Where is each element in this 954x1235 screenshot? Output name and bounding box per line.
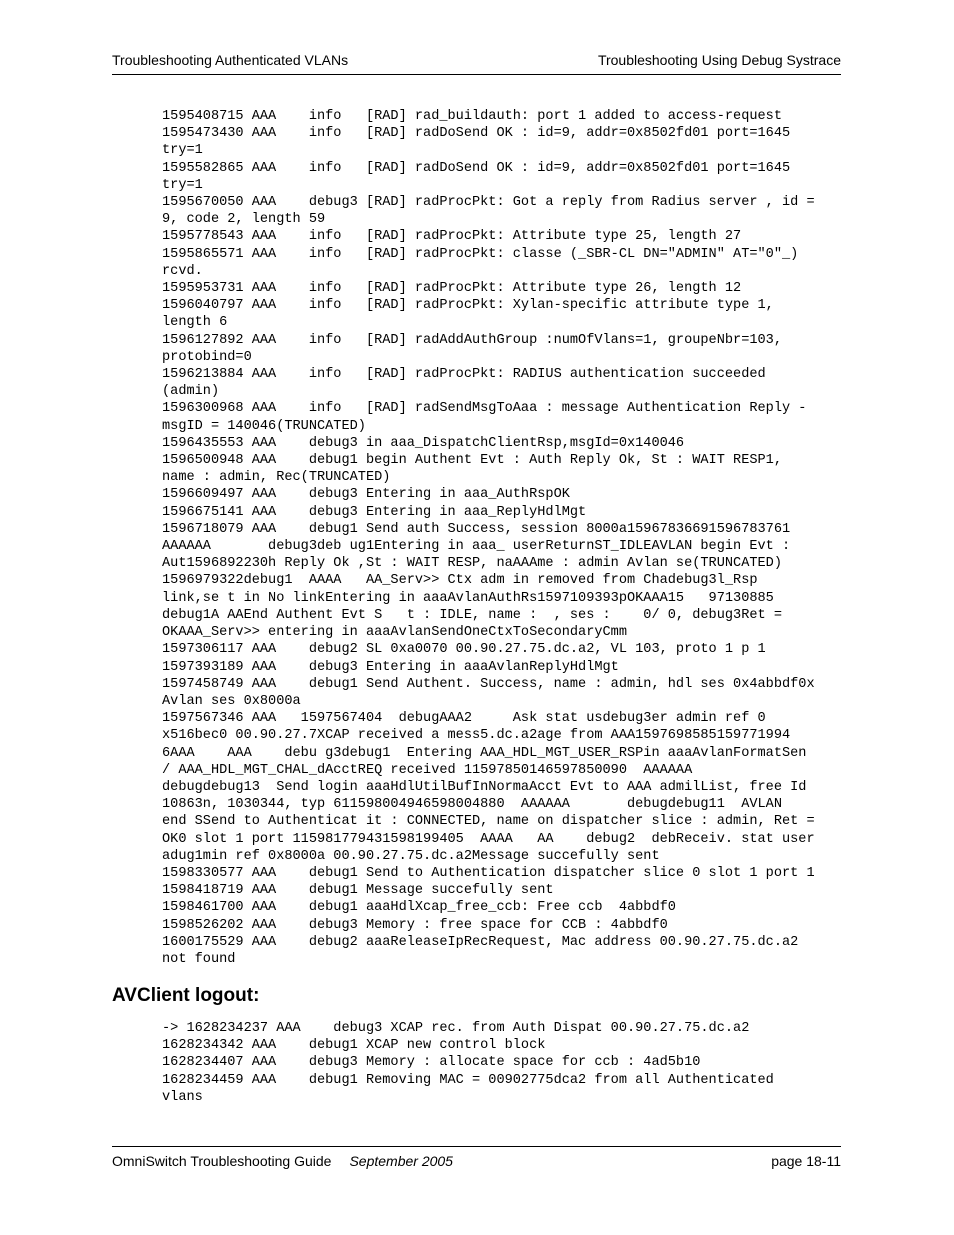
log-line: 1596979322debug1 AAAA AA_Serv>> Ctx adm in removed from Chadebug3l_Rsp [162, 573, 758, 589]
log-line: try=1 [162, 143, 203, 159]
log-line: 1600175529 AAA debug2 aaaReleaseIpRecRequest, Mac address 00.90.27.75.dc.a2 [162, 934, 799, 950]
log-line: adug1min ref 0x8000a 00.90.27.75.dc.a2Message succefully sent [162, 848, 660, 864]
log-line: 1597458749 AAA debug1 Send Authent. Success, name : admin, hdl ses 0x4abbdf0x [162, 676, 815, 692]
logout-log-line: 1628234342 AAA debug1 XCAP new control block [162, 1038, 546, 1054]
log-line: name : admin, Rec(TRUNCATED) [162, 470, 391, 486]
log-line: 1598526202 AAA debug3 Memory : free space for CCB : 4abbdf0 [162, 917, 668, 933]
footer-page-number: page 18-11 [771, 1153, 841, 1169]
logout-log-line: 1628234407 AAA debug3 Memory : allocate space for ccb : 4ad5b10 [162, 1055, 701, 1071]
log-line: 1597393189 AAA debug3 Entering in aaaAvlanReplyHdlMgt [162, 659, 619, 675]
header-section-title: Troubleshooting Using Debug Systrace [597, 52, 841, 68]
log-line: 6AAA AAA debu g3debug1 Entering AAA_HDL_MGT_USER_RSPin aaaAvlanFormatSen [162, 745, 807, 761]
log-line: link,se t in No linkEntering in aaaAvlanAuthRs1597109393pOKAAA15 97130885 [162, 590, 774, 606]
log-line: try=1 [162, 177, 203, 193]
log-line: debugdebug13 Send login aaaHdlUtilBufInNormaAcct Evt to AAA admilList, free Id [162, 779, 807, 795]
log-line: 1595778543 AAA info [RAD] radProcPkt: Attribute type 25, length 27 [162, 229, 742, 245]
log-line: 1596213884 AAA info [RAD] radProcPkt: RADIUS authentication succeeded [162, 367, 766, 383]
logout-log-listing [162, 1020, 842, 1106]
log-line: / AAA_HDL_MGT_CHAL_dAcctREQ received 11597850146597850090 AAAAAA [162, 762, 693, 778]
log-line: Avlan ses 0x8000a [162, 693, 301, 709]
log-line: Aut1596892230h Reply Ok ,St : WAIT RESP, naAAAme : admin Avlan se(TRUNCATED) [162, 556, 782, 572]
log-line: rcvd. [162, 263, 203, 279]
footer-date: September 2005 [349, 1153, 453, 1169]
debug-log-listing [162, 108, 842, 968]
log-line: 1596609497 AAA debug3 Entering in aaa_AuthRspOK [162, 487, 570, 503]
log-line: 9, code 2, length 59 [162, 212, 326, 228]
log-line: OKAAA_Serv>> entering in aaaAvlanSendOneCtxToSecondaryCmm [162, 625, 627, 641]
log-line: 1596040797 AAA info [RAD] radProcPkt: Xylan-specific attribute type 1, [162, 298, 774, 314]
log-line: 1595953731 AAA info [RAD] radProcPkt: Attribute type 26, length 12 [162, 281, 742, 297]
log-line: not found [162, 951, 236, 967]
log-line: 1596300968 AAA info [RAD] radSendMsgToAaa : message Authentication Reply - [162, 401, 807, 417]
log-line: msgID = 140046(TRUNCATED) [162, 418, 366, 434]
log-line: protobind=0 [162, 349, 252, 365]
log-line: 1597567346 AAA 1597567404 debugAAA2 Ask stat usdebug3er admin ref 0 [162, 711, 766, 727]
page-footer [112, 1146, 841, 1177]
log-line: 1598418719 AAA debug1 Message succefully sent [162, 883, 554, 899]
log-line: 1596675141 AAA debug3 Entering in aaa_ReplyHdlMgt [162, 504, 587, 520]
logout-log-line: 1628234459 AAA debug1 Removing MAC = 00902775dca2 from all Authenticated [162, 1072, 774, 1088]
log-line: 10863n, 1030344, typ 611598004946598004880 AAAAAA debugdebug11 AVLAN [162, 797, 782, 813]
header-chapter-title: Troubleshooting Authenticated VLANs [112, 52, 349, 68]
log-line: 1596718079 AAA debug1 Send auth Success, session 8000a15967836691596783761 [162, 521, 791, 537]
log-line: 1595473430 AAA info [RAD] radDoSend OK : id=9, addr=0x8502fd01 port=1645 [162, 126, 791, 142]
logout-log-line: -> 1628234237 AAA debug3 XCAP rec. from Auth Dispat 00.90.27.75.dc.a2 [162, 1021, 750, 1036]
log-line: 1598330577 AAA debug1 Send to Authentication dispatcher slice 0 slot 1 port 1 [162, 865, 815, 881]
log-line: 1596435553 AAA debug3 in aaa_DispatchClientRsp,msgId=0x140046 [162, 435, 685, 451]
log-line: 1597306117 AAA debug2 SL 0xa0070 00.90.27.75.dc.a2, VL 103, proto 1 p 1 [162, 642, 766, 658]
log-line: AAAAAA debug3deb ug1Entering in aaa_ userReturnST_IDLEAVLAN begin Evt : [162, 539, 791, 555]
log-line: 1598461700 AAA debug1 aaaHdlXcap_free_ccb: Free ccb 4abbdf0 [162, 900, 676, 916]
log-line: 1595670050 AAA debug3 [RAD] radProcPkt: Got a reply from Radius server , id = [162, 195, 815, 211]
log-line: debug1A AAEnd Authent Evt S t : IDLE, name : , ses : 0/ 0, debug3Ret = [162, 607, 782, 623]
page-header [112, 50, 841, 75]
log-line: 1596127892 AAA info [RAD] radAddAuthGroup :numOfVlans=1, groupeNbr=103, [162, 332, 782, 348]
log-line: (admin) [162, 384, 220, 400]
log-line: end SSend to Authenticat it : CONNECTED, name on dispatcher slice : admin, Ret = [162, 814, 815, 830]
log-line: 1596500948 AAA debug1 begin Authent Evt : Auth Reply Ok, St : WAIT RESP1, [162, 453, 782, 469]
log-line: 1595408715 AAA info [RAD] rad_buildauth: port 1 added to access-request [162, 109, 782, 124]
logout-log-line: vlans [162, 1089, 203, 1105]
log-line: x516bec0 00.90.27.7XCAP received a mess5.dc.a2age from AAA1597698585159771994 [162, 728, 791, 744]
footer-guide-title: OmniSwitch Troubleshooting Guide [112, 1153, 332, 1169]
log-line: OK0 slot 1 port 115981779431598199405 AAAA AA debug2 debReceiv. stat user [162, 831, 815, 847]
section-heading-avclient-logout: AVClient logout: [112, 985, 260, 1006]
log-line: 1595865571 AAA info [RAD] radProcPkt: classe (_SBR-CL DN="ADMIN" AT="0"_) [162, 246, 799, 262]
log-line: 1595582865 AAA info [RAD] radDoSend OK : id=9, addr=0x8502fd01 port=1645 [162, 160, 791, 176]
footer-guide-info [112, 1153, 453, 1169]
log-line: length 6 [162, 315, 228, 331]
